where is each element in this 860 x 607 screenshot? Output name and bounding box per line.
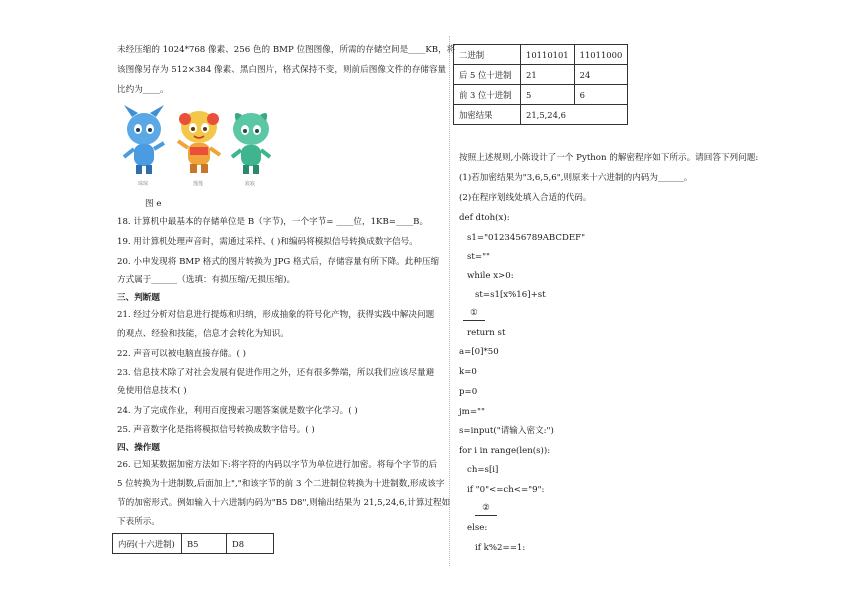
table-cell: 前 3 位十进制 bbox=[454, 85, 521, 105]
code-line: if "0"<=ch<="9": bbox=[467, 485, 545, 495]
mascot-blue bbox=[124, 105, 164, 174]
question-24: 24. 为了完成作业，利用百度搜索习题答案就是数字化学习。( ) bbox=[117, 406, 358, 416]
section-4-heading: 四、操作题 bbox=[117, 443, 160, 453]
code-line: while x>0: bbox=[467, 271, 514, 281]
question-19: 19. 用计算机处理声音时，需通过采样、( )和编码将模拟信号转换成数字信号。 bbox=[117, 237, 418, 247]
blank-marker-1 bbox=[463, 307, 485, 321]
code-line: else: bbox=[467, 523, 488, 533]
table-row bbox=[454, 85, 628, 105]
code-line: if k%2==1: bbox=[475, 543, 526, 553]
question-23-line-2: 免使用信息技术( ) bbox=[117, 386, 187, 396]
mascot-yellow bbox=[178, 111, 220, 173]
code-line: k=0 bbox=[459, 367, 477, 377]
blank-2: ② bbox=[475, 502, 497, 516]
table-row bbox=[454, 45, 628, 65]
intro-line-2: 该图像另存为 512×384 像素、黑白图片，格式保持不变，则前后图像文件的存储容量 bbox=[117, 65, 447, 75]
question-22: 22. 声音可以被电脑直接存储。( ) bbox=[117, 349, 246, 359]
question-23-line-1: 23. 信息技术除了对社会发展有促进作用之外，还有很多弊端，所以我们应该尽量避 bbox=[117, 368, 435, 378]
table-cell: 6 bbox=[574, 85, 628, 105]
mascots-image bbox=[118, 103, 280, 189]
question-26-line-2: 5 位转换为十进制数,后面加上","和该字节的前 3 个二进制位转换为十进制数,形成该字 bbox=[117, 479, 445, 489]
blank-1: ① bbox=[463, 307, 485, 321]
question-25: 25. 声音数字化是指将模拟信号转换成数字信号。( ) bbox=[117, 425, 315, 435]
question-21-line-2: 的观点、经验和技能，信息才会转化为知识。 bbox=[117, 329, 289, 339]
table-cell: 5 bbox=[521, 85, 575, 105]
table-cell: 21,5,24,6 bbox=[521, 105, 628, 125]
code-line: return st bbox=[467, 328, 506, 338]
table-cell: 二进制 bbox=[454, 45, 521, 65]
table-cell: B5 bbox=[182, 534, 227, 554]
table-cell: 11011000 bbox=[574, 45, 628, 65]
code-line: for i in range(len(s)): bbox=[459, 446, 551, 456]
mascot-name-3: 宸宸 bbox=[245, 181, 256, 187]
code-line: s1="0123456789ABCDEF" bbox=[467, 233, 586, 243]
code-line: p=0 bbox=[459, 387, 478, 397]
code-line: st=s1[x%16]+st bbox=[475, 290, 546, 300]
question-21-line-1: 21. 经过分析对信息进行提炼和归纳，形成抽象的符号化产物，获得实践中解决问题 bbox=[117, 310, 435, 320]
column-divider bbox=[449, 36, 450, 566]
section-3-heading: 三、判断题 bbox=[117, 293, 160, 303]
code-line: ch=s[i] bbox=[467, 465, 499, 475]
mascot-green bbox=[232, 113, 270, 174]
question-20-line-1: 20. 小申发现将 BMP 格式的图片转换为 JPG 格式后，存储容量有所下降。此种压缩 bbox=[117, 257, 440, 267]
mascot-name-1: 琮琮 bbox=[138, 181, 149, 187]
figure-caption: 图 e bbox=[145, 199, 162, 209]
mascot-name-2: 莲莲 bbox=[193, 181, 204, 187]
question-20-line-2: 方式属于______（选填：有损压缩/无损压缩)。 bbox=[117, 275, 296, 285]
instruction-line: 按照上述规则,小陈设计了一个 Python 的解密程序如下所示。请回答下列问题: bbox=[459, 153, 759, 163]
table-cell: 内码(十六进制) bbox=[113, 534, 182, 554]
table-row bbox=[454, 65, 628, 85]
table-cell: D8 bbox=[227, 534, 274, 554]
code-line: st="" bbox=[467, 252, 490, 262]
sub-question-2: (2)在程序划线处填入合适的代码。 bbox=[459, 193, 592, 203]
table-cell: 加密结果 bbox=[454, 105, 521, 125]
code-line: a=[0]*50 bbox=[459, 347, 499, 357]
table-cell: 24 bbox=[574, 65, 628, 85]
question-26-line-4: 下表所示。 bbox=[117, 517, 160, 527]
code-line: jm="" bbox=[459, 407, 485, 417]
table-cell: 后 5 位十进制 bbox=[454, 65, 521, 85]
code-line: def dtoh(x): bbox=[459, 213, 510, 223]
question-26-line-1: 26. 已知某数据加密方法如下:将字符的内码以字节为单位进行加密。将每个字节的后 bbox=[117, 460, 438, 470]
table-row bbox=[113, 534, 274, 554]
code-line: s=input("请输入密文:") bbox=[459, 426, 554, 436]
question-18: 18. 计算机中最基本的存储单位是 B（字节)，一个字节= ____位，1KB=____B。 bbox=[117, 217, 429, 227]
table-row bbox=[454, 105, 628, 125]
question-26-line-3: 节的加密形式。例如输入十六进制内码为"B5 D8",则输出结果为 21,5,24,6,计算过程如 bbox=[117, 498, 451, 508]
encryption-table bbox=[453, 44, 628, 125]
table-cell: 21 bbox=[521, 65, 575, 85]
intro-line-3: 比约为____。 bbox=[117, 85, 169, 95]
blank-marker-2 bbox=[475, 502, 497, 516]
intro-line-1: 未经压缩的 1024*768 像素、256 色的 BMP 位图图像，所需的存储空间是____KB，将 bbox=[117, 45, 456, 55]
hex-code-table bbox=[112, 533, 274, 554]
table-cell: 10110101 bbox=[521, 45, 575, 65]
sub-question-1: (1)若加密结果为"3,6,5,6",则原来十六进制的内码为______。 bbox=[459, 173, 693, 183]
